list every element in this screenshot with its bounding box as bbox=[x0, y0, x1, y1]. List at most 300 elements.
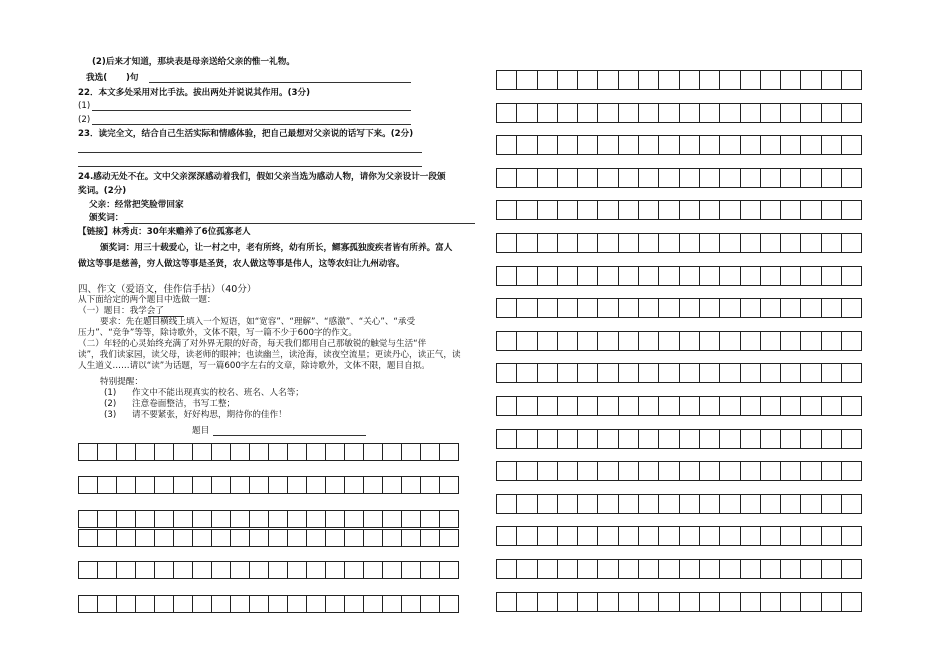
grid-cell[interactable] bbox=[699, 233, 720, 253]
grid-cell[interactable] bbox=[382, 529, 402, 547]
grid-cell[interactable] bbox=[658, 461, 679, 481]
grid-cell[interactable] bbox=[658, 168, 679, 188]
grid-cell[interactable] bbox=[618, 266, 639, 286]
grid-cell[interactable] bbox=[597, 331, 618, 351]
grid-cell[interactable] bbox=[618, 396, 639, 416]
grid-cell[interactable] bbox=[516, 70, 537, 90]
grid-cell[interactable] bbox=[211, 561, 231, 579]
grid-cell[interactable] bbox=[287, 476, 307, 494]
grid-cell[interactable] bbox=[97, 510, 117, 528]
grid-cell[interactable] bbox=[382, 443, 402, 461]
grid-cell[interactable] bbox=[230, 510, 250, 528]
grid-cell[interactable] bbox=[780, 135, 801, 155]
grid-cell[interactable] bbox=[439, 561, 459, 579]
grid-cell[interactable] bbox=[135, 561, 155, 579]
grid-cell[interactable] bbox=[344, 476, 364, 494]
grid-cell[interactable] bbox=[516, 103, 537, 123]
grid-cell[interactable] bbox=[537, 363, 558, 383]
grid-cell[interactable] bbox=[841, 526, 862, 546]
grid-cell[interactable] bbox=[821, 526, 842, 546]
grid-cell[interactable] bbox=[597, 396, 618, 416]
grid-cell[interactable] bbox=[173, 443, 193, 461]
grid-cell[interactable] bbox=[618, 526, 639, 546]
essay-grid-right-row[interactable] bbox=[496, 298, 862, 318]
grid-cell[interactable] bbox=[618, 135, 639, 155]
grid-cell[interactable] bbox=[557, 233, 578, 253]
grid-cell[interactable] bbox=[537, 70, 558, 90]
grid-cell[interactable] bbox=[740, 103, 761, 123]
grid-cell[interactable] bbox=[821, 70, 842, 90]
grid-cell[interactable] bbox=[699, 168, 720, 188]
grid-cell[interactable] bbox=[740, 526, 761, 546]
grid-cell[interactable] bbox=[841, 429, 862, 449]
grid-cell[interactable] bbox=[173, 529, 193, 547]
grid-cell[interactable] bbox=[638, 200, 659, 220]
grid-cell[interactable] bbox=[401, 443, 421, 461]
grid-cell[interactable] bbox=[719, 135, 740, 155]
grid-cell[interactable] bbox=[760, 592, 781, 612]
grid-cell[interactable] bbox=[439, 476, 459, 494]
grid-cell[interactable] bbox=[841, 70, 862, 90]
grid-cell[interactable] bbox=[557, 559, 578, 579]
grid-cell[interactable] bbox=[173, 561, 193, 579]
grid-cell[interactable] bbox=[496, 494, 517, 514]
grid-cell[interactable] bbox=[557, 200, 578, 220]
grid-cell[interactable] bbox=[740, 592, 761, 612]
grid-cell[interactable] bbox=[516, 168, 537, 188]
grid-cell[interactable] bbox=[420, 529, 440, 547]
grid-cell[interactable] bbox=[116, 595, 136, 613]
grid-cell[interactable] bbox=[577, 494, 598, 514]
grid-cell[interactable] bbox=[192, 476, 212, 494]
grid-cell[interactable] bbox=[249, 443, 269, 461]
essay-grid-right-row[interactable] bbox=[496, 526, 862, 546]
grid-cell[interactable] bbox=[699, 70, 720, 90]
grid-cell[interactable] bbox=[97, 476, 117, 494]
grid-cell[interactable] bbox=[537, 526, 558, 546]
grid-cell[interactable] bbox=[638, 526, 659, 546]
grid-cell[interactable] bbox=[577, 559, 598, 579]
grid-cell[interactable] bbox=[800, 135, 821, 155]
grid-cell[interactable] bbox=[597, 592, 618, 612]
grid-cell[interactable] bbox=[154, 510, 174, 528]
grid-cell[interactable] bbox=[306, 476, 326, 494]
grid-cell[interactable] bbox=[154, 443, 174, 461]
grid-cell[interactable] bbox=[173, 476, 193, 494]
grid-cell[interactable] bbox=[760, 298, 781, 318]
grid-cell[interactable] bbox=[841, 331, 862, 351]
grid-cell[interactable] bbox=[439, 529, 459, 547]
grid-cell[interactable] bbox=[557, 135, 578, 155]
grid-cell[interactable] bbox=[719, 298, 740, 318]
grid-cell[interactable] bbox=[679, 168, 700, 188]
grid-cell[interactable] bbox=[800, 494, 821, 514]
grid-cell[interactable] bbox=[382, 476, 402, 494]
grid-cell[interactable] bbox=[420, 595, 440, 613]
grid-cell[interactable] bbox=[780, 298, 801, 318]
grid-cell[interactable] bbox=[638, 298, 659, 318]
award-answer-line[interactable] bbox=[124, 223, 475, 224]
grid-cell[interactable] bbox=[135, 443, 155, 461]
q23-answer-line-1[interactable] bbox=[78, 152, 422, 153]
grid-cell[interactable] bbox=[821, 592, 842, 612]
grid-cell[interactable] bbox=[306, 510, 326, 528]
grid-cell[interactable] bbox=[154, 561, 174, 579]
grid-cell[interactable] bbox=[760, 461, 781, 481]
grid-cell[interactable] bbox=[363, 529, 383, 547]
grid-cell[interactable] bbox=[420, 561, 440, 579]
grid-cell[interactable] bbox=[249, 561, 269, 579]
grid-cell[interactable] bbox=[135, 595, 155, 613]
grid-cell[interactable] bbox=[496, 298, 517, 318]
grid-cell[interactable] bbox=[618, 103, 639, 123]
grid-cell[interactable] bbox=[516, 135, 537, 155]
grid-cell[interactable] bbox=[325, 443, 345, 461]
grid-cell[interactable] bbox=[821, 494, 842, 514]
grid-cell[interactable] bbox=[516, 200, 537, 220]
grid-cell[interactable] bbox=[699, 559, 720, 579]
grid-cell[interactable] bbox=[135, 476, 155, 494]
grid-cell[interactable] bbox=[306, 561, 326, 579]
grid-cell[interactable] bbox=[638, 70, 659, 90]
essay-grid-left-row[interactable] bbox=[78, 476, 459, 494]
grid-cell[interactable] bbox=[658, 135, 679, 155]
grid-cell[interactable] bbox=[760, 168, 781, 188]
grid-cell[interactable] bbox=[325, 595, 345, 613]
grid-cell[interactable] bbox=[268, 529, 288, 547]
q22-answer-line-2[interactable] bbox=[92, 124, 411, 125]
grid-cell[interactable] bbox=[719, 266, 740, 286]
grid-cell[interactable] bbox=[78, 561, 98, 579]
grid-cell[interactable] bbox=[760, 135, 781, 155]
grid-cell[interactable] bbox=[557, 592, 578, 612]
grid-cell[interactable] bbox=[618, 200, 639, 220]
grid-cell[interactable] bbox=[658, 494, 679, 514]
grid-cell[interactable] bbox=[230, 595, 250, 613]
grid-cell[interactable] bbox=[719, 429, 740, 449]
grid-cell[interactable] bbox=[516, 461, 537, 481]
grid-cell[interactable] bbox=[363, 595, 383, 613]
grid-cell[interactable] bbox=[658, 396, 679, 416]
grid-cell[interactable] bbox=[211, 510, 231, 528]
grid-cell[interactable] bbox=[577, 526, 598, 546]
grid-cell[interactable] bbox=[821, 168, 842, 188]
grid-cell[interactable] bbox=[344, 529, 364, 547]
grid-cell[interactable] bbox=[618, 429, 639, 449]
grid-cell[interactable] bbox=[740, 559, 761, 579]
grid-cell[interactable] bbox=[192, 510, 212, 528]
grid-cell[interactable] bbox=[537, 494, 558, 514]
grid-cell[interactable] bbox=[249, 476, 269, 494]
grid-cell[interactable] bbox=[699, 331, 720, 351]
grid-cell[interactable] bbox=[699, 592, 720, 612]
grid-cell[interactable] bbox=[439, 595, 459, 613]
grid-cell[interactable] bbox=[780, 526, 801, 546]
grid-cell[interactable] bbox=[496, 363, 517, 383]
grid-cell[interactable] bbox=[699, 200, 720, 220]
grid-cell[interactable] bbox=[537, 331, 558, 351]
grid-cell[interactable] bbox=[496, 461, 517, 481]
grid-cell[interactable] bbox=[211, 595, 231, 613]
grid-cell[interactable] bbox=[821, 559, 842, 579]
grid-cell[interactable] bbox=[618, 559, 639, 579]
grid-cell[interactable] bbox=[496, 233, 517, 253]
grid-cell[interactable] bbox=[597, 103, 618, 123]
grid-cell[interactable] bbox=[363, 443, 383, 461]
grid-cell[interactable] bbox=[800, 396, 821, 416]
grid-cell[interactable] bbox=[699, 298, 720, 318]
grid-cell[interactable] bbox=[679, 494, 700, 514]
grid-cell[interactable] bbox=[496, 429, 517, 449]
essay-grid-right-row[interactable] bbox=[496, 461, 862, 481]
grid-cell[interactable] bbox=[618, 70, 639, 90]
choose-answer-line[interactable] bbox=[149, 82, 411, 83]
grid-cell[interactable] bbox=[780, 363, 801, 383]
grid-cell[interactable] bbox=[401, 561, 421, 579]
grid-cell[interactable] bbox=[760, 266, 781, 286]
grid-cell[interactable] bbox=[382, 561, 402, 579]
grid-cell[interactable] bbox=[577, 331, 598, 351]
grid-cell[interactable] bbox=[306, 443, 326, 461]
grid-cell[interactable] bbox=[679, 200, 700, 220]
grid-cell[interactable] bbox=[597, 526, 618, 546]
grid-cell[interactable] bbox=[821, 103, 842, 123]
q22-answer-line-1[interactable] bbox=[92, 110, 411, 111]
grid-cell[interactable] bbox=[760, 70, 781, 90]
grid-cell[interactable] bbox=[577, 168, 598, 188]
grid-cell[interactable] bbox=[557, 526, 578, 546]
grid-cell[interactable] bbox=[537, 429, 558, 449]
grid-cell[interactable] bbox=[325, 510, 345, 528]
grid-cell[interactable] bbox=[760, 200, 781, 220]
grid-cell[interactable] bbox=[597, 494, 618, 514]
grid-cell[interactable] bbox=[173, 595, 193, 613]
grid-cell[interactable] bbox=[537, 298, 558, 318]
grid-cell[interactable] bbox=[363, 510, 383, 528]
grid-cell[interactable] bbox=[719, 592, 740, 612]
grid-cell[interactable] bbox=[496, 135, 517, 155]
grid-cell[interactable] bbox=[230, 561, 250, 579]
grid-cell[interactable] bbox=[760, 233, 781, 253]
grid-cell[interactable] bbox=[658, 429, 679, 449]
grid-cell[interactable] bbox=[740, 298, 761, 318]
grid-cell[interactable] bbox=[760, 494, 781, 514]
grid-cell[interactable] bbox=[78, 443, 98, 461]
grid-cell[interactable] bbox=[638, 559, 659, 579]
grid-cell[interactable] bbox=[841, 168, 862, 188]
grid-cell[interactable] bbox=[800, 70, 821, 90]
grid-cell[interactable] bbox=[658, 233, 679, 253]
grid-cell[interactable] bbox=[780, 429, 801, 449]
grid-cell[interactable] bbox=[760, 559, 781, 579]
grid-cell[interactable] bbox=[679, 396, 700, 416]
grid-cell[interactable] bbox=[800, 103, 821, 123]
grid-cell[interactable] bbox=[78, 529, 98, 547]
grid-cell[interactable] bbox=[658, 592, 679, 612]
grid-cell[interactable] bbox=[577, 429, 598, 449]
grid-cell[interactable] bbox=[760, 363, 781, 383]
grid-cell[interactable] bbox=[401, 476, 421, 494]
grid-cell[interactable] bbox=[516, 233, 537, 253]
grid-cell[interactable] bbox=[841, 396, 862, 416]
grid-cell[interactable] bbox=[638, 363, 659, 383]
grid-cell[interactable] bbox=[557, 396, 578, 416]
grid-cell[interactable] bbox=[597, 429, 618, 449]
grid-cell[interactable] bbox=[800, 168, 821, 188]
grid-cell[interactable] bbox=[344, 561, 364, 579]
grid-cell[interactable] bbox=[496, 168, 517, 188]
grid-cell[interactable] bbox=[211, 529, 231, 547]
grid-cell[interactable] bbox=[344, 510, 364, 528]
essay-grid-left-row[interactable] bbox=[78, 443, 459, 461]
grid-cell[interactable] bbox=[760, 331, 781, 351]
grid-cell[interactable] bbox=[618, 331, 639, 351]
grid-cell[interactable] bbox=[638, 494, 659, 514]
grid-cell[interactable] bbox=[800, 461, 821, 481]
grid-cell[interactable] bbox=[618, 363, 639, 383]
grid-cell[interactable] bbox=[841, 461, 862, 481]
grid-cell[interactable] bbox=[577, 592, 598, 612]
grid-cell[interactable] bbox=[116, 561, 136, 579]
grid-cell[interactable] bbox=[496, 396, 517, 416]
grid-cell[interactable] bbox=[679, 135, 700, 155]
grid-cell[interactable] bbox=[800, 429, 821, 449]
grid-cell[interactable] bbox=[699, 266, 720, 286]
grid-cell[interactable] bbox=[740, 233, 761, 253]
grid-cell[interactable] bbox=[287, 561, 307, 579]
grid-cell[interactable] bbox=[780, 168, 801, 188]
grid-cell[interactable] bbox=[537, 233, 558, 253]
grid-cell[interactable] bbox=[800, 233, 821, 253]
essay-grid-right-row[interactable] bbox=[496, 429, 862, 449]
grid-cell[interactable] bbox=[699, 103, 720, 123]
grid-cell[interactable] bbox=[740, 494, 761, 514]
essay-grid-right-row[interactable] bbox=[496, 70, 862, 90]
grid-cell[interactable] bbox=[658, 70, 679, 90]
grid-cell[interactable] bbox=[78, 595, 98, 613]
grid-cell[interactable] bbox=[268, 510, 288, 528]
grid-cell[interactable] bbox=[78, 476, 98, 494]
grid-cell[interactable] bbox=[154, 529, 174, 547]
grid-cell[interactable] bbox=[821, 266, 842, 286]
grid-cell[interactable] bbox=[679, 266, 700, 286]
essay-grid-right-row[interactable] bbox=[496, 266, 862, 286]
grid-cell[interactable] bbox=[97, 443, 117, 461]
grid-cell[interactable] bbox=[325, 529, 345, 547]
grid-cell[interactable] bbox=[780, 200, 801, 220]
essay-grid-right-row[interactable] bbox=[496, 233, 862, 253]
grid-cell[interactable] bbox=[760, 103, 781, 123]
grid-cell[interactable] bbox=[679, 103, 700, 123]
grid-cell[interactable] bbox=[740, 266, 761, 286]
essay-grid-left-row[interactable] bbox=[78, 561, 459, 579]
grid-cell[interactable] bbox=[516, 494, 537, 514]
grid-cell[interactable] bbox=[719, 200, 740, 220]
grid-cell[interactable] bbox=[420, 510, 440, 528]
grid-cell[interactable] bbox=[597, 266, 618, 286]
grid-cell[interactable] bbox=[841, 200, 862, 220]
grid-cell[interactable] bbox=[577, 200, 598, 220]
grid-cell[interactable] bbox=[719, 70, 740, 90]
grid-cell[interactable] bbox=[821, 298, 842, 318]
grid-cell[interactable] bbox=[719, 526, 740, 546]
grid-cell[interactable] bbox=[537, 103, 558, 123]
grid-cell[interactable] bbox=[780, 70, 801, 90]
grid-cell[interactable] bbox=[496, 592, 517, 612]
grid-cell[interactable] bbox=[658, 363, 679, 383]
grid-cell[interactable] bbox=[363, 476, 383, 494]
essay-grid-right-row[interactable] bbox=[496, 494, 862, 514]
essay-grid-right-row[interactable] bbox=[496, 559, 862, 579]
grid-cell[interactable] bbox=[618, 461, 639, 481]
grid-cell[interactable] bbox=[760, 429, 781, 449]
grid-cell[interactable] bbox=[135, 510, 155, 528]
grid-cell[interactable] bbox=[780, 331, 801, 351]
grid-cell[interactable] bbox=[740, 135, 761, 155]
grid-cell[interactable] bbox=[821, 396, 842, 416]
grid-cell[interactable] bbox=[439, 510, 459, 528]
grid-cell[interactable] bbox=[597, 559, 618, 579]
grid-cell[interactable] bbox=[780, 494, 801, 514]
grid-cell[interactable] bbox=[719, 494, 740, 514]
grid-cell[interactable] bbox=[841, 298, 862, 318]
grid-cell[interactable] bbox=[577, 396, 598, 416]
grid-cell[interactable] bbox=[344, 443, 364, 461]
grid-cell[interactable] bbox=[638, 266, 659, 286]
grid-cell[interactable] bbox=[420, 443, 440, 461]
grid-cell[interactable] bbox=[268, 443, 288, 461]
grid-cell[interactable] bbox=[800, 266, 821, 286]
grid-cell[interactable] bbox=[638, 168, 659, 188]
grid-cell[interactable] bbox=[841, 494, 862, 514]
essay-grid-left-row[interactable] bbox=[78, 510, 459, 528]
grid-cell[interactable] bbox=[516, 298, 537, 318]
grid-cell[interactable] bbox=[516, 526, 537, 546]
grid-cell[interactable] bbox=[679, 233, 700, 253]
grid-cell[interactable] bbox=[496, 331, 517, 351]
grid-cell[interactable] bbox=[268, 476, 288, 494]
grid-cell[interactable] bbox=[597, 200, 618, 220]
grid-cell[interactable] bbox=[154, 595, 174, 613]
grid-cell[interactable] bbox=[638, 592, 659, 612]
grid-cell[interactable] bbox=[800, 363, 821, 383]
grid-cell[interactable] bbox=[268, 561, 288, 579]
grid-cell[interactable] bbox=[638, 396, 659, 416]
grid-cell[interactable] bbox=[821, 233, 842, 253]
grid-cell[interactable] bbox=[557, 363, 578, 383]
grid-cell[interactable] bbox=[658, 266, 679, 286]
grid-cell[interactable] bbox=[638, 135, 659, 155]
grid-cell[interactable] bbox=[719, 559, 740, 579]
essay-grid-right-row[interactable] bbox=[496, 103, 862, 123]
grid-cell[interactable] bbox=[841, 266, 862, 286]
grid-cell[interactable] bbox=[740, 429, 761, 449]
grid-cell[interactable] bbox=[780, 396, 801, 416]
grid-cell[interactable] bbox=[719, 168, 740, 188]
grid-cell[interactable] bbox=[719, 331, 740, 351]
grid-cell[interactable] bbox=[401, 595, 421, 613]
grid-cell[interactable] bbox=[577, 70, 598, 90]
grid-cell[interactable] bbox=[638, 233, 659, 253]
grid-cell[interactable] bbox=[496, 70, 517, 90]
grid-cell[interactable] bbox=[135, 529, 155, 547]
grid-cell[interactable] bbox=[116, 443, 136, 461]
grid-cell[interactable] bbox=[577, 298, 598, 318]
grid-cell[interactable] bbox=[719, 396, 740, 416]
grid-cell[interactable] bbox=[618, 233, 639, 253]
grid-cell[interactable] bbox=[638, 429, 659, 449]
essay-grid-right-row[interactable] bbox=[496, 363, 862, 383]
